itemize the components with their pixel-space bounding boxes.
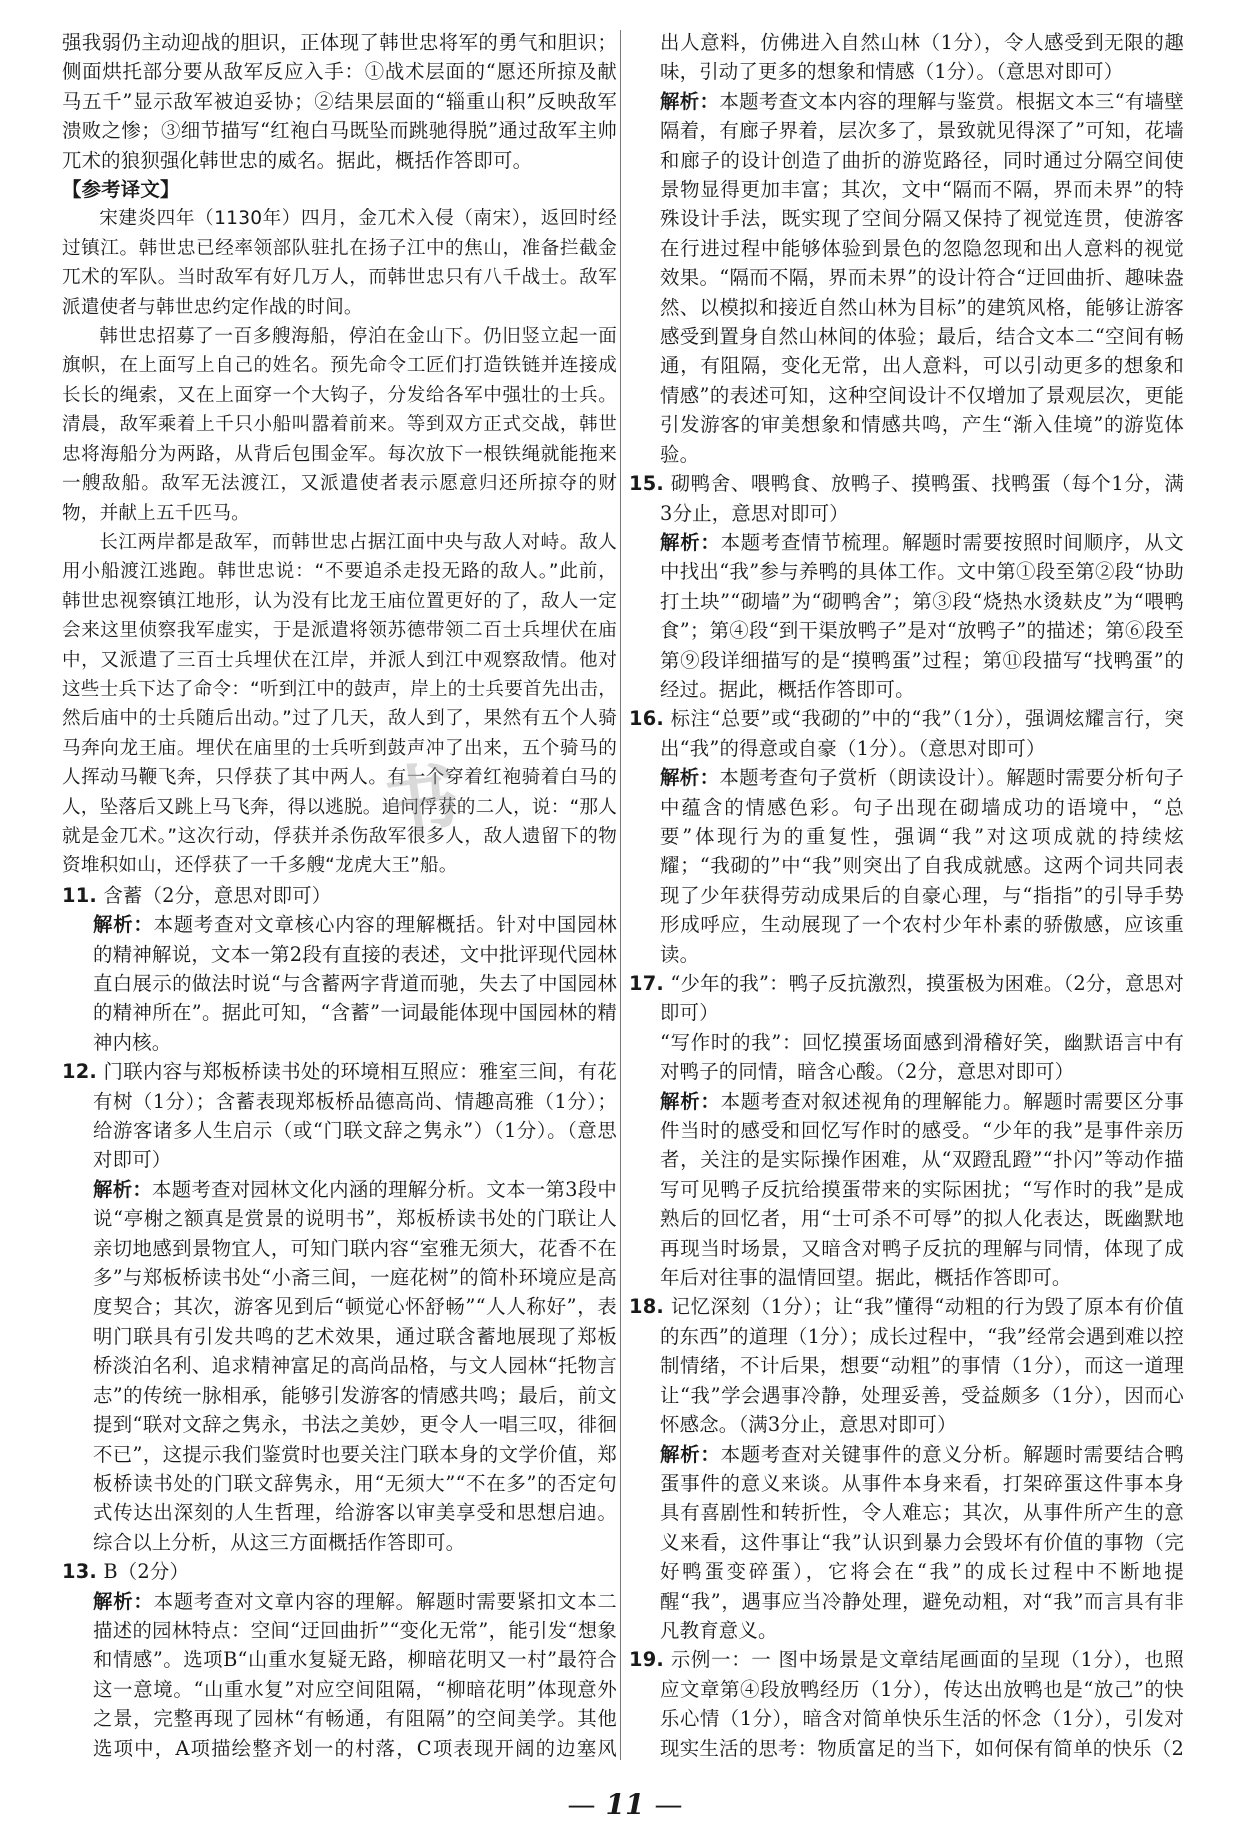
right-column [629,28,1184,1763]
q19-answer [629,1645,1184,1763]
q18-analysis [629,1440,1184,1646]
page-number: 11 [605,1788,645,1821]
translation-paragraph-2: 韩世忠招募了一百多艘海船，停泊在金山下。仍旧竖立起一面旗帜，在上面写上自己的姓名。预先命令工匠们打造铁链并连接成长长的绳索，又在上面穿一个大钩子，分发给各军中强壮的士兵。清晨，敌军乘着上千只小船叫嚣着前来。等到双方正式交战，韩世忠将海船分为两路，从背后包围金军。每次放下一根铁绳就能拖来一艘敌船。敌军无法渡江，又派遣使者表示愿意归还所掠夺的财物，并献上五千匹马。 [62,326,617,524]
watermark-logo: 书 [375,752,465,853]
q15-analysis-label: 解析： [660,530,721,554]
q16-analysis-label: 解析： [660,766,720,790]
q11-answer [62,881,617,910]
q17-analysis [629,1087,1184,1293]
q13-answer-text: B（2分） [103,1560,190,1584]
q13-number: 13. [62,1560,97,1584]
q12-analysis-label: 解析： [93,1177,153,1201]
q17-answer-part2: “写作时的我”：回忆摸蛋场面感到滑稽好笑，幽默语言中有对鸭子的同情，暗含心酸。（2分，意思对即可） [660,1030,1184,1084]
q15-answer-text: 砌鸭舍、喂鸭食、放鸭子、摸鸭蛋、找鸭蛋（每个1分，满3分止，意思对即可） [660,472,1184,525]
q19-number: 19. [629,1648,664,1672]
q12-analysis [62,1175,617,1557]
q16-number: 16. [629,707,664,731]
translation-paragraph-1: 宋建炎四年（1130年）四月，金兀术入侵（南宋），返回时经过镇江。韩世忠已经率领部队驻扎在扬子江中的焦山，准备拦截金兀术的军队。当时敌军有好几万人，而韩世忠只有八千战士。敌军派遣使者与韩世忠约定作战的时间。 [62,208,617,318]
q14-analysis-label: 解析： [660,89,720,113]
q13-analysis-label: 解析： [93,1589,154,1613]
q12-analysis-text: 本题考查对园林文化内涵的理解分析。文本一第3段中说“亭榭之额真是赏景的说明书”，郑板桥读书处的门联让人亲切地感到景物宜人，可知门联内容“室雅无须大，花香不在多”与郑板桥读书处“小斋三间，一庭花树”的简朴环境应是高度契合；其次，游客见到后“顿觉心怀舒畅”“人人称好”，表明门联具有引发共鸣的艺术效果，通过联含蓄地展现了郑板桥淡泊名利、追求精神富足的高尚品格，与文人园林“托物言志”的传统一脉相承，能够引发游客的情感共鸣；最后，前文提到“联对文辞之隽永，书法之美妙，更令人一唱三叹，徘徊不已”，这提示我们鉴赏时也要关注门联本身的文学价值，郑板桥读书处的门联文辞隽永，用“无须大”“不在多”的否定句式传达出深刻的人生哲理，给游客以审美享受和思想启迪。综合以上分析，从这三方面概括作答即可。 [93,1177,617,1554]
page-number-footer [0,1788,1250,1821]
q17-analysis-text: 本题考查对叙述视角的理解能力。解题时需要区分事件当时的感受和回忆写作时的感受。“少年的我”是事件亲历者，关注的是实际操作困难，从“双蹬乱蹬”“扑闪”等动作描写可见鸭子反抗给摸蛋带来的实际困扰；“写作时的我”是成熟后的回忆者，用“士可杀不可辱”的拟人化表达，既幽默地再现当时场景，又暗含对鸭子反抗的理解与同情，体现了成年后对往事的温情回望。据此，概括作答即可。 [660,1089,1184,1290]
q14-analysis [629,87,1184,469]
q15-analysis [629,528,1184,704]
q18-analysis-text: 本题考查对关键事件的意义分析。解题时需要结合鸭蛋事件的意义来谈。从事件本身来看，打架碎蛋这件事本身具有喜剧性和转折性，令人难忘；其次，从事件所产生的意义来看，这件事让“我”认识到暴力会毁坏有价值的事物（完好鸭蛋变碎蛋），它将会在“我”的成长过程中不断地提醒“我”，遇事应当冷静处理，避免动粗，对“我”而言具有非凡教育意义。 [660,1442,1184,1642]
translation-paragraph-3: 长江两岸都是敌军，而韩世忠占据江面中央与敌人对峙。敌人用小船渡江逃跑。韩世忠说：“不要追杀走投无路的敌人。”此前，韩世忠视察镇江地形，认为没有比龙王庙位置更好的了，敌人一定会来这里侦察我军虚实，于是派遣将领苏德带领二百士兵埋伏在庙中，又派遣了三百士兵埋伏在江岸，并派人到江中观察敌情。他对这些士兵下达了命令：“听到江中的鼓声，岸上的士兵要首先出击，然后庙中的士兵随后出动。”过了几天，敌人到了，果然有五个人骑马奔向龙王庙。埋伏在庙里的士兵听到鼓声冲了出来，五个骑马的人挥动马鞭飞奔，只俘获了其中两人。有一个穿着红袍骑着白马的人，坠落后又跳上马飞奔，得以逃脱。追问俘获的二人，说：“那人就是金兀术。”这次行动，俘获并杀伤敌军很多人，敌人遗留下的物资堆积如山，还俘获了一千多艘“龙虎大王”船。 [62,531,617,877]
q15-answer [629,469,1184,528]
q12-answer-text: 门联内容与郑板桥读书处的环境相互照应：雅室三间，有花有树（1分）；含蓄表现郑板桥品德高尚、情趣高雅（1分）；给游客诸多人生启示（或“门联文辞之隽永”）（1分）。（意思对即可） [93,1060,617,1172]
footer-dash-left: — [567,1788,596,1821]
q19-answer-text: 示例一：一 图中场景是文章结尾画面的呈现（1分），也照应文章第④段放鸭经历（1分），传达出放鸭也是“放己”的快乐心情（1分），暗含对简单快乐生活的怀念（1分），引发对现实生活的思考：物质富足的当下，如何保有简单的快乐（2 [660,1648,1184,1760]
q10-analysis-continued: 强我弱仍主动迎战的胆识，正体现了韩世忠将军的勇气和胆识；侧面烘托部分要从敌军反应入手：①战术层面的“愿还所掠及献马五千”显示敌军被迫妥协；②结果层面的“辎重山积”反映敌军溃败之惨；③细节描写“红袍白马既坠而跳驰得脱”通过敌军主帅兀术的狼狈强化韩世忠的威名。据此，概括作答即可。 [62,31,617,172]
q11-answer-text: 含蓄（2分，意思对即可） [103,883,332,907]
q15-number: 15. [629,472,664,496]
q15-analysis-text: 本题考查情节梳理。解题时需要按照时间顺序，从文中找出“我”参与养鸭的具体工作。文中第①段至第②段“协助打土块”“砌墙”为“砌鸭舍”；第③段“烧热水烫麸皮”为“喂鸭食”；第④段“到干渠放鸭子”是对“放鸭子”的描述；第⑥段至第⑨段详细描写的是“摸鸭蛋”过程；第⑪段描写“找鸭蛋”的经过。据此，概括作答即可。 [660,530,1184,701]
reference-translation-heading: 【参考译文】 [62,178,180,202]
q11-analysis-text: 本题考查对文章核心内容的理解概括。针对中国园林的精神解说，文本一第2段有直接的表述，文中批评现代园林直白展示的做法时说“与含蓄两字背道而驰，失去了中国园林的精神所在”。据此可知，“含蓄”一词最能体现中国园林的精神内核。 [93,913,617,1054]
q18-number: 18. [629,1295,664,1319]
q16-analysis-text: 本题考查句子赏析（朗读设计）。解题时需要分析句子中蕴含的情感色彩。句子出现在砌墙成功的语境中，“总要”体现行为的重复性，强调“我”对这项成就的持续炫耀；“我砌的”中“我”则突出了自我成就感。这两个词共同表现了少年获得劳动成果后的自豪心理，与“指指”的引导手势形成呼应，生动展现了一个农村少年朴素的骄傲感，应该重读。 [660,766,1184,966]
q18-analysis-label: 解析： [660,1442,721,1466]
q17-answer-text: “少年的我”：鸭子反抗激烈，摸蛋极为困难。（2分，意思对即可） [660,972,1184,1025]
column-divider [620,30,621,1760]
q12-number: 12. [62,1060,97,1084]
q18-answer [629,1292,1184,1439]
q12-answer [62,1057,617,1175]
q17-answer [629,969,1184,1028]
q18-answer-text: 记忆深刻（1分）；让“我”懂得“动粗的行为毁了原本有价值的东西”的道理（1分）；成长过程中，“我”经常会遇到难以控制情绪，不计后果，想要“动粗”的事情（1分），而这一道理让“我”学会遇事冷静，处理妥善，受益颇多（1分），因而心怀感念。（满3分止，意思对即可） [660,1295,1184,1437]
q13-analysis [62,1587,617,1763]
q16-analysis [629,763,1184,969]
q11-number: 11. [62,883,97,907]
q11-analysis [62,910,617,1057]
q14-analysis-text: 本题考查文本内容的理解与鉴赏。根据文本三“有墙壁隔着，有廊子界着，层次多了，景致就见得深了”可知，花墙和廊子的设计创造了曲折的游览路径，同时通过分隔空间使景物显得更加丰富；其次，文中“隔而不隔，界而未界”的特殊设计手法，既实现了空间分隔又保持了视觉连贯，使游客在行进过程中能够体验到景色的忽隐忽现和出人意料的视觉效果。“隔而不隔，界而未界”的设计符合“迂回曲折、趣味盎然、以模拟和接近自然山林为目标”的建筑风格，能够让游客感受到置身自然山林间的体验；最后，结合文本二“空间有畅通，有阻隔，变化无常，出人意料，可以引动更多的想象和情感”的表述可知，这种空间设计不仅增加了景观层次，更能引发游客的审美想象和情感共鸣，产生“渐入佳境”的游览体验。 [660,89,1184,466]
q11-analysis-label: 解析： [93,913,154,937]
q16-answer-text: 标注“总要”或“我砌的”中的“我”（1分），强调炫耀言行，突出“我”的得意或自豪（1分）。（意思对即可） [660,707,1184,760]
q14-answer-continued: 出人意料，仿佛进入自然山林（1分），令人感受到无限的趣味，引动了更多的想象和情感（1分）。（意思对即可） [660,31,1184,84]
q17-analysis-label: 解析： [660,1089,721,1113]
q13-analysis-text: 本题考查对文章内容的理解。解题时需要紧扣文本二描述的园林特点：空间“迂回曲折”“变化无常”，能引发“想象和情感”。选项B“山重水复疑无路，柳暗花明又一村”最符合这一意境。“山重水复”对应空间阻隔，“柳暗花明”体现意外之景，完整再现了园林“有畅通，有阻隔”的空间美学。其他选项中，A项描绘整齐划一的村落，C项表现开阔的边塞风 [93,1589,617,1760]
q17-number: 17. [629,972,664,995]
q13-answer [62,1557,617,1586]
left-column [62,28,617,1763]
footer-dash-right: — [654,1788,683,1821]
q16-answer [629,704,1184,763]
